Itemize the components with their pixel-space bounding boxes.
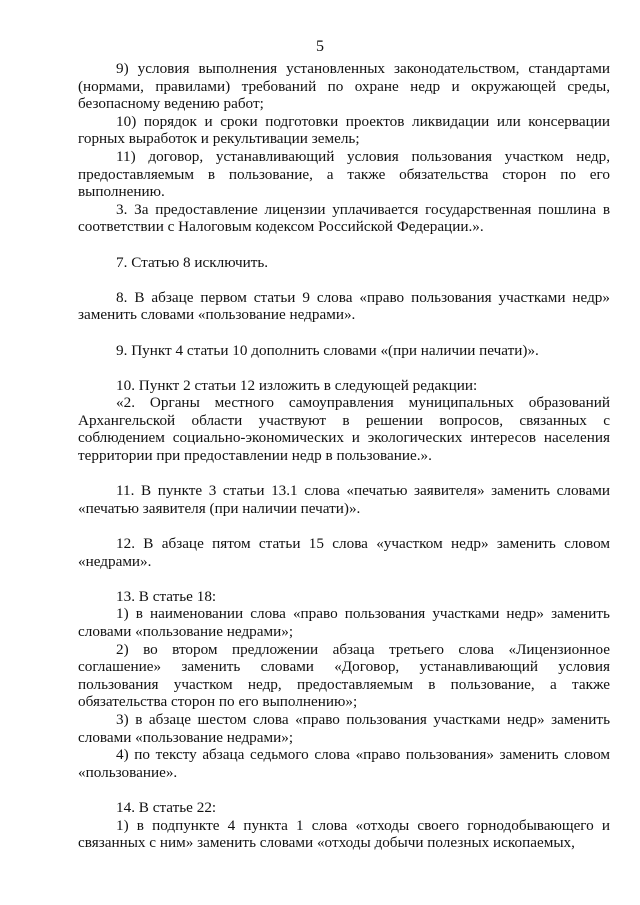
paragraph-gap [78,465,610,483]
paragraph: 14. В статье 22: [116,798,217,816]
paragraph: 13. В статье 18: [116,587,217,605]
paragraph: «2. Органы местного самоуправления муниципальных образований Архангельской области участвуют в решении вопросов, связанных с соблюдением социально-экономических и экологических интересов населения территории при предоставлении недр в пользование.». [78,394,610,465]
paragraph: 9. Пункт 4 статьи 10 дополнить словами «(при наличии печати)». [116,341,539,359]
document-body [78,60,610,852]
paragraph: 1) в наименовании слова «право пользования участками недр» заменить словами «пользование недрами»; [78,605,610,640]
paragraph-gap [78,271,610,289]
paragraph: 4) по тексту абзаца седьмого слова «право пользования» заменить словом «пользование». [78,746,610,781]
paragraph: 2) во втором предложении абзаца третьего слова «Лицензионное соглашение» заменить словами «Договор, устанавливающий условия пользования участком недр, предоставляемым в пользование, а также обязательства сторон по его выполнению»; [78,640,610,711]
paragraph-gap [78,781,610,799]
paragraph-gap [78,359,610,377]
paragraph: 7. Статью 8 исключить. [116,253,269,271]
paragraph: 10. Пункт 2 статьи 12 изложить в следующей редакции: [116,376,478,394]
paragraph: 10) порядок и сроки подготовки проектов ликвидации или консервации горных выработок и рекультивации земель; [78,112,610,148]
paragraph-gap [78,324,610,342]
paragraph: 3. За предоставление лицензии уплачивается государственная пошлина в соответствии с Налоговым кодексом Российской Федерации.». [78,200,610,236]
paragraph: 11) договор, устанавливающий условия пользования участком недр, предоставляемым в пользование, а также обязательства сторон по его выполнению. [78,147,610,201]
paragraph: 9) условия выполнения установленных законодательством, стандартами (нормами, правилами) требований по охране недр и окружающей среды, безопасному ведению работ; [78,60,610,113]
paragraph: 12. В абзаце пятом статьи 15 слова «участком недр» заменить словом «недрами». [78,535,610,570]
paragraph: 3) в абзаце шестом слова «право пользования участками недр» заменить словами «пользование недрами»; [78,710,610,746]
paragraph-gap [78,570,610,588]
paragraph: 11. В пункте 3 статьи 13.1 слова «печатью заявителя» заменить словами «печатью заявителя (при наличии печати)». [78,482,610,517]
paragraph: 1) в подпункте 4 пункта 1 слова «отходы своего горнодобывающего и связанных с ним» заменить словами «отходы добычи полезных ископаемых, [78,816,610,852]
paragraph-gap [78,517,610,535]
paragraph-gap [78,236,610,254]
page-number: 5 [316,38,324,55]
paragraph: 8. В абзаце первом статьи 9 слова «право пользования участками недр» заменить словами «пользование недрами». [78,288,610,324]
